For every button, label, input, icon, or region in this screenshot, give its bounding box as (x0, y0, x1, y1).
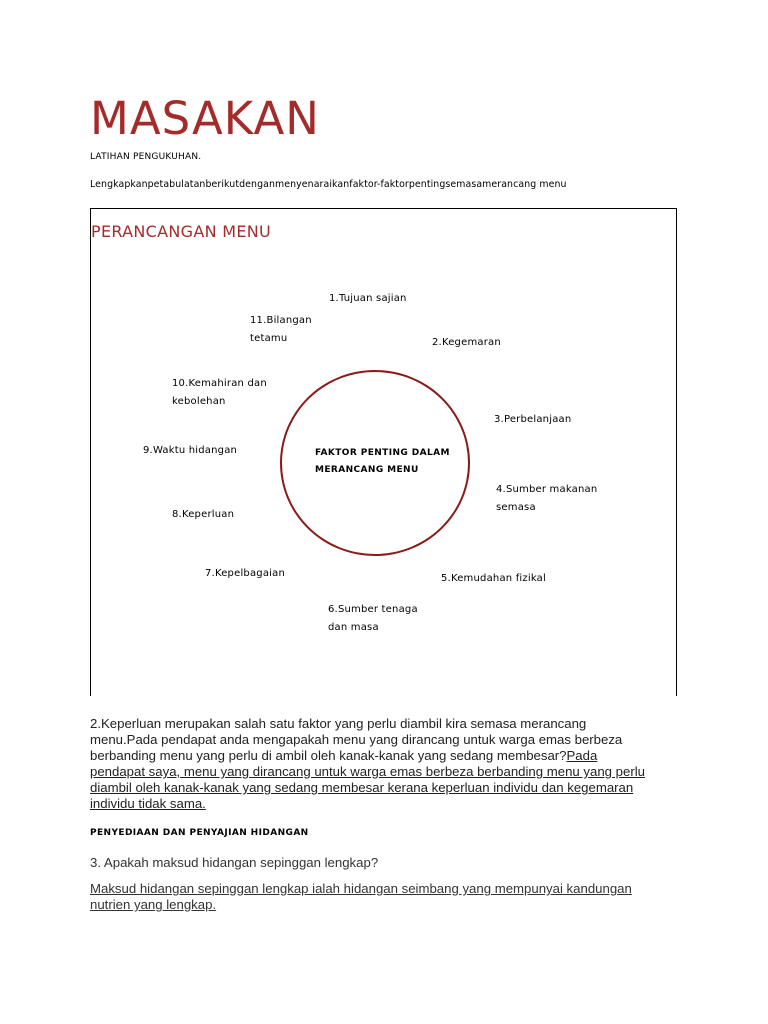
question-2-text: 2.Keperluan merupakan salah satu faktor yang perlu diambil kira semasa merancang menu.Pada pendapat anda mengapakah menu yang dirancang untuk warga emas berbeza berbanding menu yang perlu di ambil oleh kanak-kanak yang sedang membesar? (90, 716, 623, 763)
section-heading: PENYEDIAAN DAN PENYAJIAN HIDANGAN (90, 828, 309, 838)
factor-5: 5.Kemudahan fizikal (441, 573, 546, 584)
instruction-text: Lengkapkanpetabulatanberikutdenganmenyenaraikanfaktor-faktorpentingsemasamerancang menu (90, 179, 567, 190)
question-2 (90, 716, 650, 812)
factor-1: 1.Tujuan sajian (329, 293, 407, 304)
question-3-answer: Maksud hidangan sepinggan lengkap ialah hidangan seimbang yang mempunyai kandungan nutrien yang lengkap. (90, 881, 632, 912)
factor-6: 6.Sumber tenaga dan masa (328, 604, 418, 633)
factor-2: 2.Kegemaran (432, 337, 501, 348)
question-2-answer: Pada pendapat saya, menu yang dirancang untuk warga emas berbeza berbanding menu yang perlu diambil oleh kanak-kanak yang sedang membesar kerana keperluan individu dan kegemaran individu tidak sama. (90, 748, 645, 811)
question-3-text: 3. Apakah maksud hidangan sepinggan lengkap? (90, 855, 379, 870)
diagram-title: PERANCANGAN MENU (91, 222, 272, 241)
factor-8: 8.Keperluan (172, 509, 235, 520)
page-title: MASAKAN (90, 92, 320, 145)
factor-3: 3.Perbelanjaan (494, 414, 572, 425)
factor-9: 9.Waktu hidangan (143, 445, 238, 456)
center-label: FAKTOR PENTING DALAM MERANCANG MENU (315, 448, 450, 475)
factor-11: 11.Bilangan tetamu (250, 315, 312, 344)
subtitle: LATIHAN PENGUKUHAN. (90, 152, 202, 162)
factor-10: 10.Kemahiran dan kebolehan (172, 378, 267, 407)
factor-4: 4.Sumber makanan semasa (496, 484, 598, 513)
factor-7: 7.Kepelbagaian (205, 568, 286, 579)
